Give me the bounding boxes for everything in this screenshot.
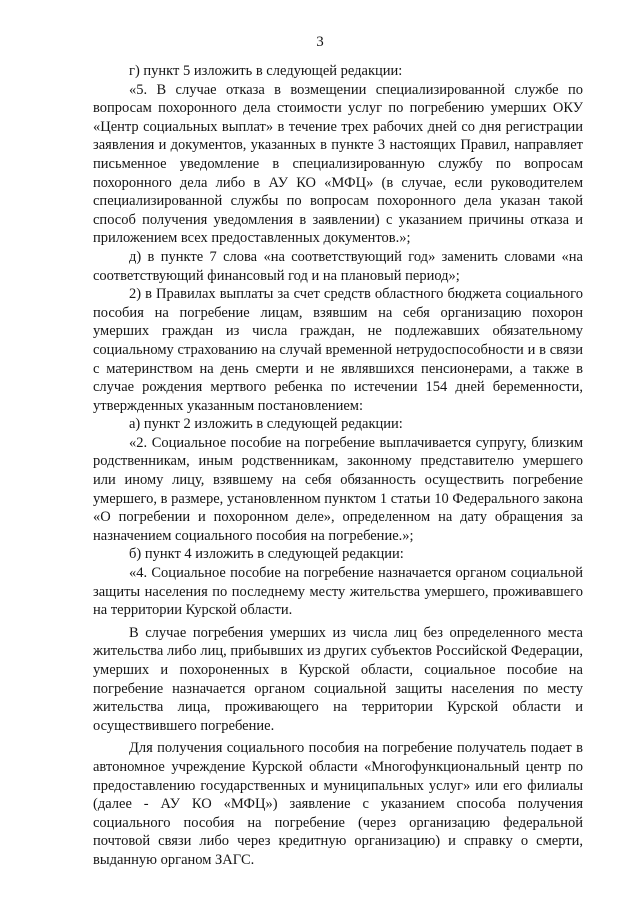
page-number: 3	[316, 34, 324, 50]
paragraph-amend-item-g: г) пункт 5 изложить в следующей редакции:	[129, 63, 403, 79]
paragraph-amend-item-d: д) в пункте 7 слова «на соответствующий год» заменить словами «на соответствующий финансовый год и на плановый период»;	[93, 248, 583, 284]
paragraph-application-procedure: Для получения социального пособия на погребение получатель подает в автономное учреждение Курской области «Многофункциональный центр по предоставлению государственных и муниципальных услуг» или его филиалы (далее - АУ КО «МФЦ») заявление с указанием способа получения социального пособия на погребение (через организацию федеральной почтовой связи либо через кредитную организацию) и справку о смерти, выданную органом ЗАГС.	[93, 740, 583, 868]
paragraph-clause-4: «4. Социальное пособие на погребение назначается органом социальной защиты населения по последнему месту жительства умершего, проживавшего на территории Курской области.	[93, 565, 583, 619]
paragraph-amend-item-b: б) пункт 4 изложить в следующей редакции:	[129, 546, 404, 563]
paragraph-amend-item-a: а) пункт 2 изложить в следующей редакции:	[129, 416, 403, 433]
paragraph-clause-2: «2. Социальное пособие на погребение выплачивается супругу, близким родственникам, иным родственникам, законному представителю умершего или иному лицу, взявшему на себя обязанность осуществить погребение умершего, в размере, установленном пунктом 1 статьи 10 Федерального закона «О погребении и похоронном деле», определенном на дату обращения за назначением социального пособия на погребение.»;	[93, 434, 583, 544]
document-body	[93, 62, 583, 870]
paragraph-rules-2: 2) в Правилах выплаты за счет средств областного бюджета социального пособия на погребение лицам, взявшим на себя организацию похорон умерших граждан из числа граждан, не подлежавших обязательному социальному страхованию на случай временной нетрудоспособности и в связи с материнством на день смерти и не являвшихся пенсионерами, а также в случае рождения мертвого ребенка по истечении 154 дней беременности, утвержденных указанным постановлением:	[93, 286, 583, 414]
paragraph-clause-5: «5. В случае отказа в возмещении специализированной службе по вопросам похоронного дела стоимости услуг по погребению умерших ОКУ «Центр социальных выплат» в течение трех рабочих дней со дня регистрации заявления и документов, указанных в пункте 3 настоящих Правил, направляет письменное уведомление в специализированную службу по вопросам похоронного дела либо в АУ КО «МФЦ» (в случае, если руководителем специализированной службы по вопросам похоронного дела указан такой способ получения уведомления в заявлении) с указанием причины отказа и приложением всех предоставленных документов.»;	[93, 81, 583, 247]
paragraph-homeless-case: В случае погребения умерших из числа лиц без определенного места жительства либо лиц, прибывших из других субъектов Российской Федерации, умерших и похороненных в Курской области, социальное пособие на погребение назначается органом социальной защиты населения по месту жительства лица, проживающего на территории Курской области и осуществившего погребение.	[93, 624, 583, 734]
